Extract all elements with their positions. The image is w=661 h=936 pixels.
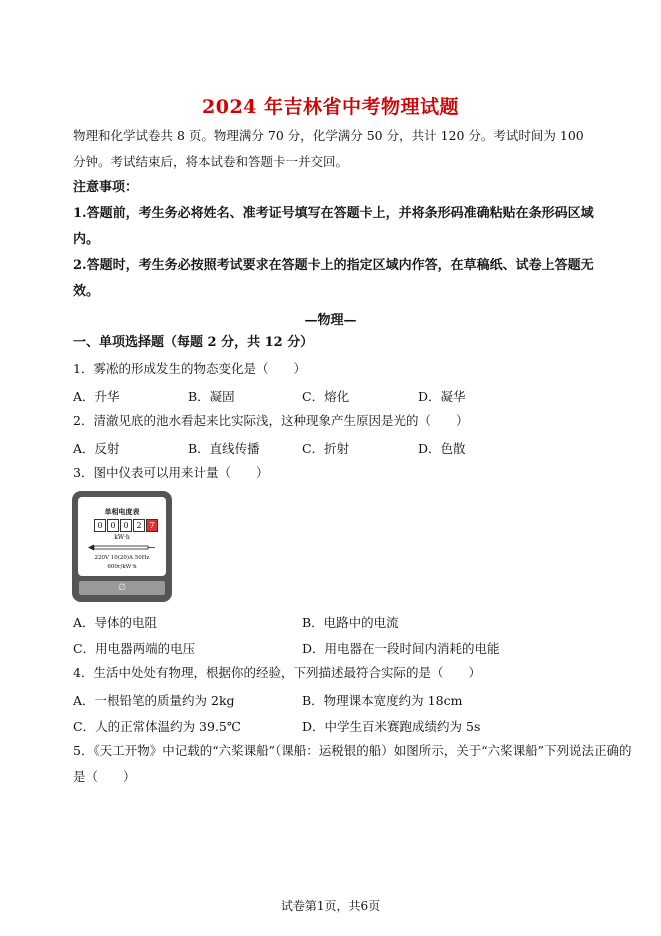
meter-title: 单相电度表 xyxy=(104,507,140,516)
meter-rate: 600r/kW·h xyxy=(107,564,137,570)
question-1-option-d: D．凝华 xyxy=(418,389,466,404)
notice-item-1-line-1: 1.答题前，考生务必将姓名、准考证号填写在答题卡上，并将条形码准确粘贴在条形码区域 xyxy=(73,206,594,221)
question-3-option-b: B．电路中的电流 xyxy=(302,615,399,630)
question-3-option-c: C．用电器两端的电压 xyxy=(73,641,196,656)
meter-symbol: ∅ xyxy=(118,583,126,593)
question-2-option-d: D．色散 xyxy=(418,441,466,456)
question-2-stem: 2．清澈见底的池水看起来比实际浅，这种现象产生原因是光的（ ） xyxy=(73,413,469,428)
notice-item-2-line-1: 2.答题时，考生务必按照考试要求在答题卡上的指定区域内作答，在草稿纸、试卷上答题无 xyxy=(73,258,594,273)
section-physics-heading: —物理— xyxy=(304,313,357,328)
notice-item-1-line-2: 内。 xyxy=(73,232,100,247)
question-2-option-a: A．反射 xyxy=(73,441,120,456)
page-footer: 试卷第1页，共6页 xyxy=(280,899,381,913)
question-1-option-c: C．熔化 xyxy=(302,389,350,404)
question-4-stem: 4．生活中处处有物理，根据你的经验，下列描述最符合实际的是（ ） xyxy=(73,665,481,680)
meter-unit: kW·h xyxy=(114,534,130,541)
question-3-stem: 3．图中仪表可以用来计量（ ） xyxy=(73,465,269,480)
notice-heading: 注意事项： xyxy=(73,180,139,195)
meter-rotation-arrow-icon xyxy=(88,544,156,551)
intro-line-2: 分钟。考试结束后，将本试卷和答题卡一并交回。 xyxy=(73,154,349,169)
meter-digit-decimal: 7 xyxy=(146,519,158,532)
question-2-option-c: C．折射 xyxy=(302,441,350,456)
question-4-option-a: A．一根铅笔的质量约为 2kg xyxy=(73,693,235,708)
question-4-option-b: B．物理课本宽度约为 18cm xyxy=(302,693,463,708)
section-one-heading: 一、单项选择题（每题 2 分，共 12 分） xyxy=(73,335,314,350)
meter-face xyxy=(78,497,166,576)
question-4-option-d: D．中学生百米赛跑成绩约为 5s xyxy=(302,719,481,734)
question-1-option-b: B．凝固 xyxy=(188,389,235,404)
intro-line-1: 物理和化学试卷共 8 页。物理满分 70 分，化学满分 50 分，共计 120 分。考试时间为 100 xyxy=(73,128,584,143)
meter-base xyxy=(79,581,165,595)
question-1-option-a: A．升华 xyxy=(73,389,120,404)
question-5-stem-line-1: 5．《天工开物》中记载的“六桨课船”（课船：运税银的船）如图所示，关于“六桨课船”下列说法正确的 xyxy=(73,743,632,758)
exam-title: 2024 年吉林省中考物理试题 xyxy=(202,96,459,118)
meter-digit: 2 xyxy=(133,519,145,532)
question-3-option-d: D．用电器在一段时间内消耗的电能 xyxy=(302,641,500,656)
meter-spec: 220V 10(20)A 50Hz xyxy=(94,555,150,561)
meter-digit: 0 xyxy=(120,519,132,532)
question-4-option-c: C．人的正常体温约为 39.5℃ xyxy=(73,719,241,734)
meter-digit: 0 xyxy=(94,519,106,532)
meter-digits xyxy=(94,519,159,532)
electricity-meter-figure xyxy=(72,491,172,602)
question-5-stem-line-2: 是（ ） xyxy=(73,769,136,784)
question-3-option-a: A．导体的电阻 xyxy=(73,615,158,630)
question-2-option-b: B．直线传播 xyxy=(188,441,260,456)
notice-item-2-line-2: 效。 xyxy=(73,284,100,299)
meter-digit: 0 xyxy=(107,519,119,532)
question-1-stem: 1．雾凇的形成发生的物态变化是（ ） xyxy=(73,361,306,376)
